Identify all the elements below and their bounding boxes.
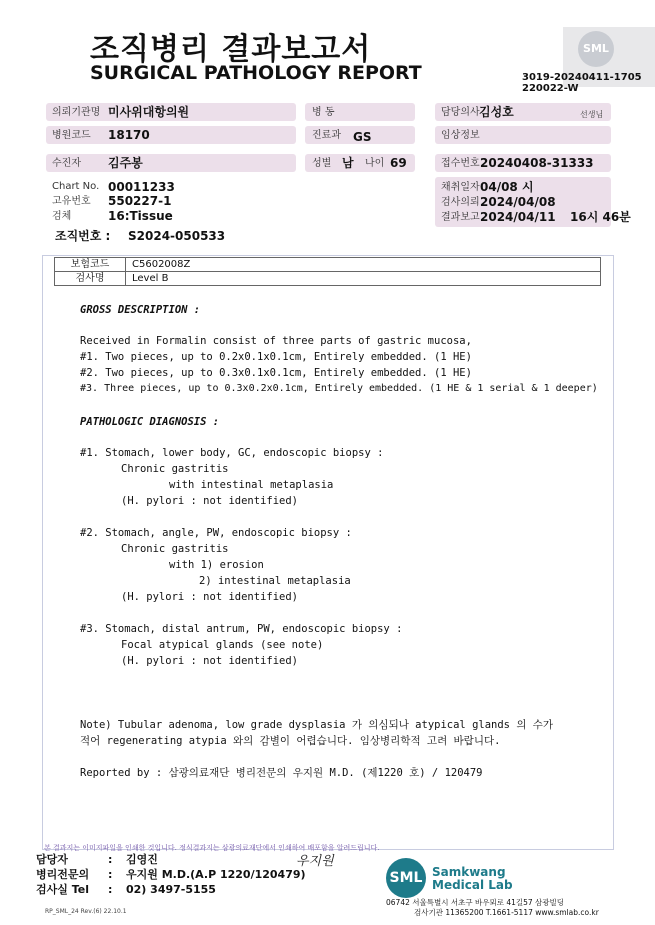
diagnosis-2-detail: with 1) erosion (169, 559, 264, 571)
note-line-2: 적어 regenerating atypia 와의 감별이 어렵습니다. 임상병리학적 고려 바랍니다. (80, 735, 501, 747)
company-org-number: 검사기관 11365200 T.1661-5117 www.smlab.co.kr (414, 908, 599, 917)
diagnosis-2-site: #2. Stomach, angle, PW, endoscopic biopsy : (80, 527, 352, 539)
sex-label: 성별 (312, 158, 332, 169)
test-name-value: Level B (126, 272, 601, 286)
lab-tel-value: 02) 3497-5155 (126, 883, 216, 896)
diagnosis-2-finding: Chronic gastritis (121, 543, 229, 555)
diagnosis-2-detail: 2) intestinal metaplasia (199, 575, 351, 587)
result-date-value: 2024/04/11 (480, 210, 556, 224)
colon: : (108, 853, 113, 866)
report-title-korean: 조직병리 결과보고서 (90, 32, 372, 67)
manager-label: 담당자 (36, 853, 68, 866)
collect-date-value: 04/08 시 (480, 180, 534, 194)
form-code: RP_SML_24 Rev.(6) 22.10.1 (45, 908, 127, 915)
dept-label: 진료과 (312, 130, 341, 141)
diagnosis-3-site: #3. Stomach, distal antrum, PW, endoscopic biopsy : (80, 623, 403, 635)
clinical-info-label: 임상정보 (441, 130, 480, 141)
pathologist-signature: 우지원 (296, 854, 334, 869)
age-label: 나이 (365, 158, 385, 169)
doctor-value: 김성호 (479, 105, 514, 119)
doctor-suffix: 선생님 (580, 110, 604, 119)
report-id-line-2: 220022-W (522, 83, 579, 94)
colon: : (108, 883, 113, 896)
pathologist-label: 병리전문의 (36, 868, 90, 881)
gross-line: #1. Two pieces, up to 0.2x0.1x0.1cm, Entirely embedded. (1 HE) (80, 351, 472, 363)
colon: : (108, 868, 113, 881)
insurance-table (54, 257, 601, 286)
diagnosis-3-finding: Focal atypical glands (see note) (121, 639, 324, 651)
unique-no-label: 고유번호 (52, 196, 91, 207)
institution-value: 미사위대항의원 (108, 105, 190, 119)
diagnosis-2-hpylori: (H. pylori : not identified) (121, 591, 299, 603)
diagnosis-1-finding: Chronic gastritis (121, 463, 229, 475)
doctor-label: 담당의사 (441, 107, 480, 118)
patient-name: 김주봉 (108, 156, 143, 170)
gross-line: #2. Two pieces, up to 0.3x0.1x0.1cm, Entirely embedded. (1 HE) (80, 367, 472, 379)
result-time-value: 16시 46분 (570, 210, 631, 224)
gross-line: #3. Three pieces, up to 0.3x0.2x0.1cm, Entirely embedded. (1 HE & 1 serial & 1 deeper) (80, 383, 598, 394)
request-date-value: 2024/04/08 (480, 195, 556, 209)
pathologist-value: 우지원 M.D.(A.P 1220/120479) (126, 868, 306, 881)
insurance-code-row (55, 258, 601, 272)
gross-description-heading: GROSS DESCRIPTION : (80, 304, 201, 316)
test-name-label: 검사명 (55, 272, 126, 286)
gross-line: Received in Formalin consist of three parts of gastric mucosa, (80, 335, 472, 347)
hospital-code-label: 병원코드 (52, 130, 91, 141)
result-date-label: 결과보고 (441, 212, 480, 223)
dept-value: GS (353, 130, 372, 144)
sml-logo-icon: SML (386, 858, 426, 898)
age-value: 69 (390, 156, 407, 170)
specimen-value: 16:Tissue (108, 209, 173, 223)
chart-no-label: Chart No. (52, 181, 100, 192)
insurance-code-label: 보험코드 (55, 258, 126, 272)
sml-logo-icon: SML (578, 31, 614, 67)
diagnosis-3-hpylori: (H. pylori : not identified) (121, 655, 299, 667)
diagnosis-1-hpylori: (H. pylori : not identified) (121, 495, 299, 507)
ward-label: 병 동 (312, 107, 335, 118)
pathologic-diagnosis-heading: PATHOLOGIC DIAGNOSIS : (80, 416, 220, 428)
report-title-english: SURGICAL PATHOLOGY REPORT (90, 62, 422, 84)
chart-no-value: 00011233 (108, 180, 175, 194)
note-line-1: Note) Tubular adenoma, low grade dysplasia 가 의심되나 atypical glands 의 수가 (80, 719, 554, 731)
request-date-label: 검사의뢰 (441, 197, 480, 208)
patient-label: 수진자 (52, 158, 81, 169)
receipt-value: 20240408-31333 (480, 156, 594, 170)
sex-value: 남 (342, 156, 354, 170)
lab-tel-label: 검사실 Tel (36, 883, 89, 896)
hospital-code-value: 18170 (108, 128, 150, 142)
company-address: 06742 서울특별시 서초구 바우뫼로 41길57 삼광빌딩 (386, 898, 565, 907)
report-id (522, 72, 642, 94)
patient-row-bg (46, 154, 296, 172)
tissue-no-value: S2024-050533 (128, 229, 226, 243)
diagnosis-1-site: #1. Stomach, lower body, GC, endoscopic biopsy : (80, 447, 384, 459)
company-name-line-2: Medical Lab (432, 878, 513, 892)
test-name-row (55, 272, 601, 286)
company-name-line-1: Samkwang (432, 865, 506, 879)
diagnosis-1-detail: with intestinal metaplasia (169, 479, 334, 491)
collect-date-label: 채취일자 (441, 182, 480, 193)
manager-value: 김영진 (126, 853, 158, 866)
institution-label: 의뢰기관명 (52, 107, 101, 118)
unique-no-value: 550227-1 (108, 194, 172, 208)
specimen-label: 검체 (52, 211, 72, 222)
tissue-no-label: 조직번호 : (55, 229, 111, 243)
reported-by: Reported by : 삼광의료재단 병리전문의 우지원 M.D. (제1220 호) / 120479 (80, 767, 483, 779)
disclaimer: 본 결과지는 이미지파일을 인쇄한 것입니다. 정식결과지는 삼광의료재단에서 인쇄하여 배포함을 알려드립니다. (44, 844, 380, 852)
report-id-line-1: 3019-20240411-1705 (522, 72, 642, 83)
insurance-code-value: C5602008Z (126, 258, 601, 272)
receipt-label: 접수번호 (441, 158, 480, 169)
